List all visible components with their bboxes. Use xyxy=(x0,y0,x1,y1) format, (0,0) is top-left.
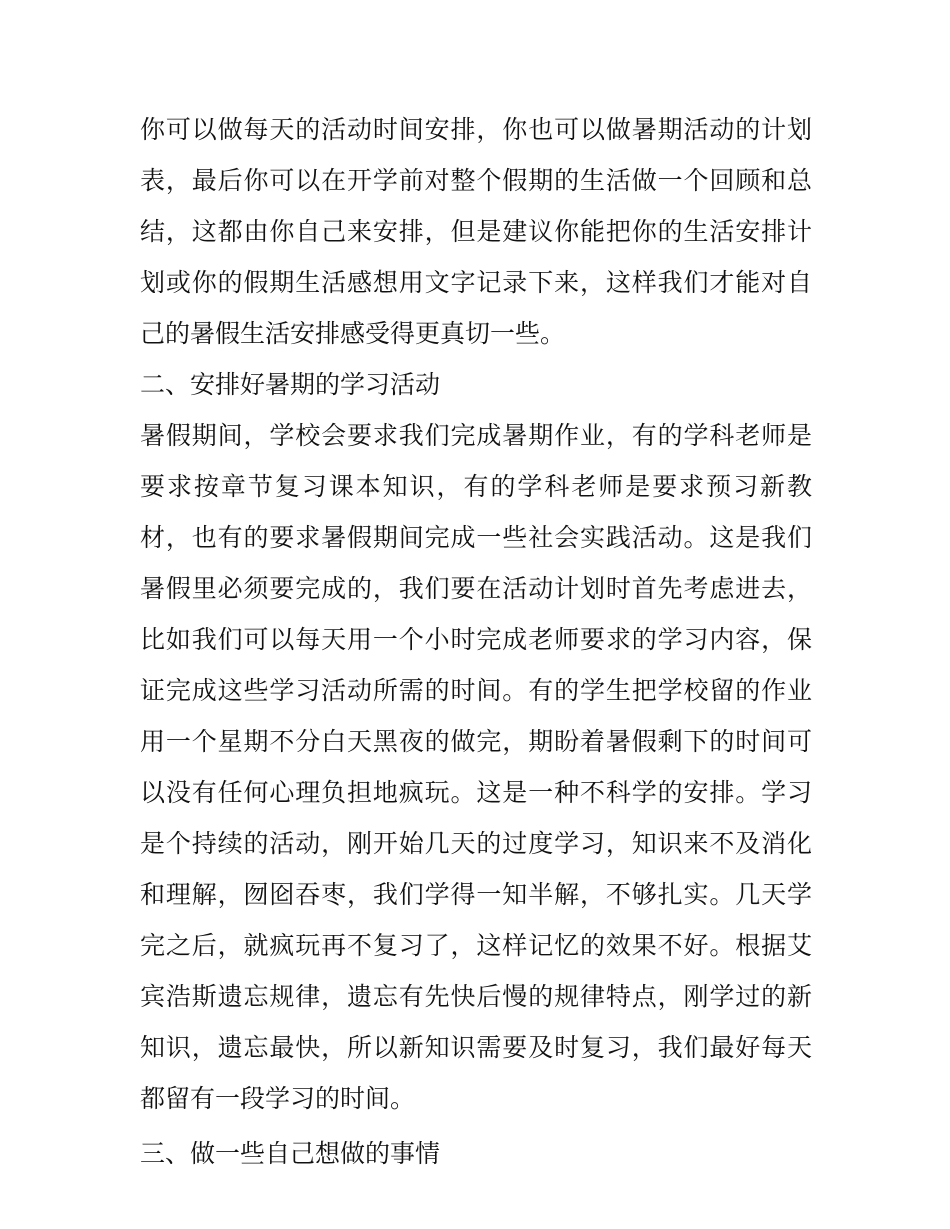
section-heading-study: 二、安排好暑期的学习活动 xyxy=(140,370,441,399)
paragraph-study-activities: 暑假期间，学校会要求我们完成暑期作业，有的学科老师是要求按章节复习课本知识，有的学科老师是要求预习新教材，也有的要求暑假期间完成一些社会实践活动。这是我们暑假里必须要完成的，我们要在活动计划时首先考虑进去，比如我们可以每天用一个小时完成老师要求的学习内容，保证完成这些学习活动所需的时间。有的学生把学校留的作业用一个星期不分白天黑夜的做完，期盼着暑假剩下的时间可以没有任何心理负担地疯玩。这是一种不科学的安排。学习是个持续的活动，刚开始几天的过度学习，知识来不及消化和理解，囫囵吞枣，我们学得一知半解，不够扎实。几天学完之后，就疯玩再不复习了，这样记忆的效果不好。根据艾宾浩斯遗忘规律，遗忘有先快后慢的规律特点，刚学过的新知识，遗忘最快，所以新知识需要及时复习，我们最好每天都留有一段学习的时间。 xyxy=(140,421,812,1113)
paragraph-activity-planning: 你可以做每天的活动时间安排，你也可以做暑期活动的计划表，最后你可以在开学前对整个假期的生活做一个回顾和总结，这都由你自己来安排，但是建议你能把你的生活安排计划或你的假期生活感想用文字记录下来，这样我们才能对自己的暑假生活安排感受得更真切一些。 xyxy=(140,115,812,348)
section-heading-own-interests: 三、做一些自己想做的事情 xyxy=(140,1139,441,1168)
document-body xyxy=(140,104,812,1179)
